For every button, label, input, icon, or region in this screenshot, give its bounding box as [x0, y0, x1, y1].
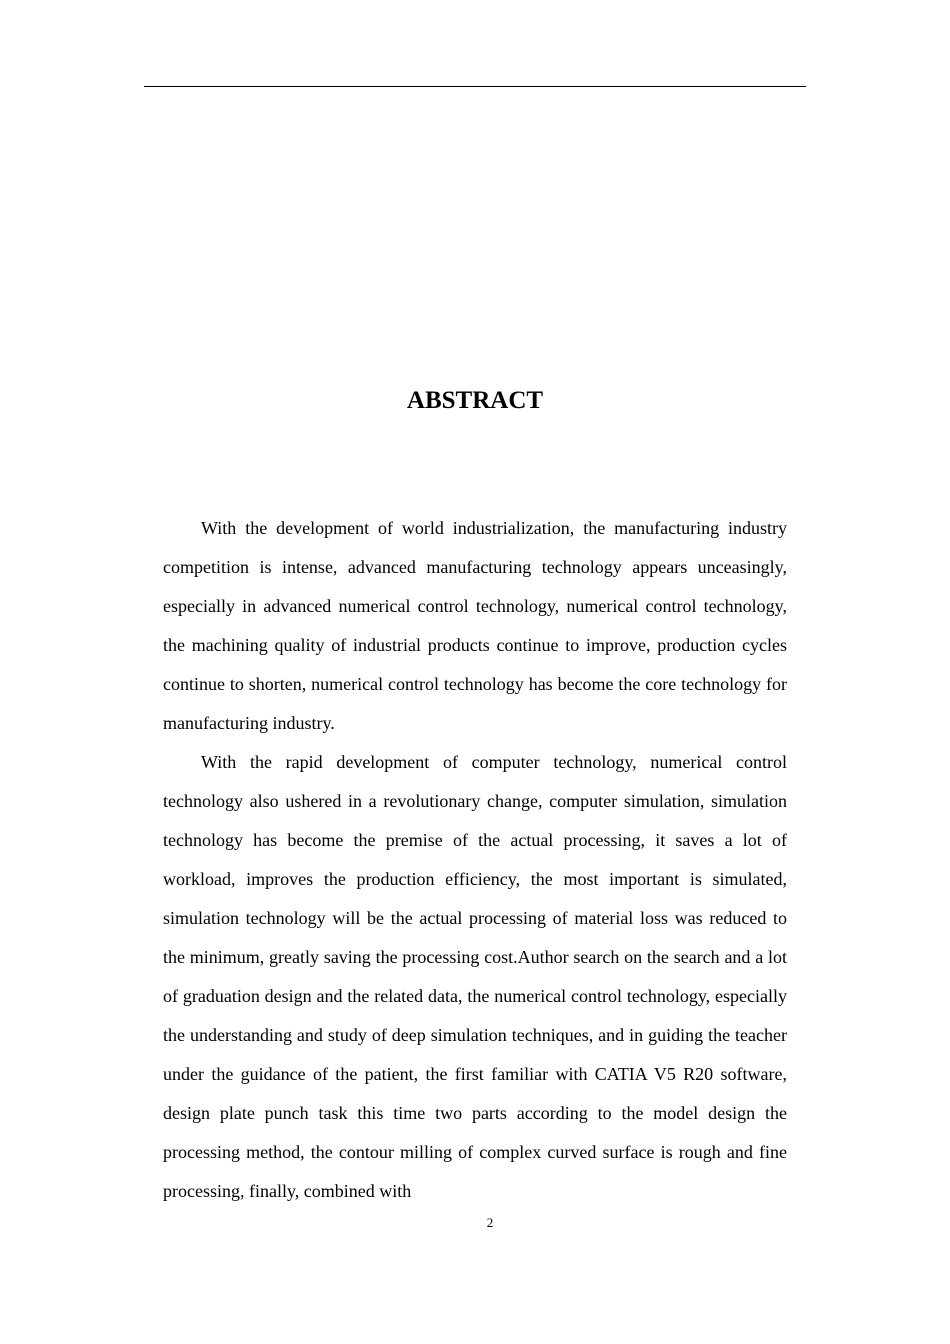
abstract-paragraph-1: With the development of world industrialization, the manufacturing industry competition is intense, advanced manufacturing technology appears unceasingly, especially in advanced numerical control technology, numerical control technology, the machining quality of industrial products continue to improve, production cycles continue to shorten, numerical control technology has become the core technology for manufacturing industry.: [163, 518, 787, 733]
header-rule: [144, 86, 806, 87]
page-number: 2: [486, 1215, 494, 1230]
abstract-paragraph-2: With the rapid development of computer technology, numerical control technology also ushered in a revolutionary change, computer simulation, simulation technology has become the premise of the actual processing, it saves a lot of workload, improves the production efficiency, the most important is simulated, simulation technology will be the actual processing of material loss was reduced to the minimum, greatly saving the processing cost.Author search on the search and a lot of graduation design and the related data, the numerical control technology, especially the understanding and study of deep simulation techniques, and in guiding the teacher under the guidance of the patient, the first familiar with CATIA V5 R20 software, design plate punch task this time two parts according to the model design the processing method, the contour milling of complex curved surface is rough and fine processing, finally, combined with: [163, 752, 787, 1201]
abstract-heading: ABSTRACT: [406, 387, 544, 414]
abstract-body: [163, 509, 787, 1211]
